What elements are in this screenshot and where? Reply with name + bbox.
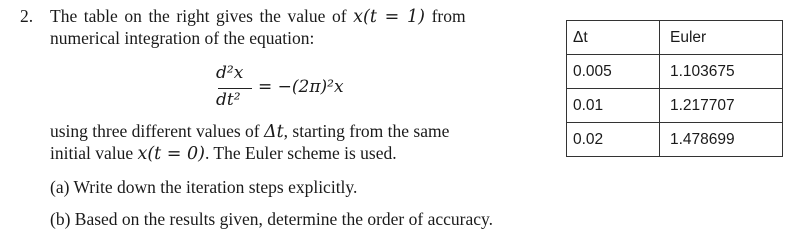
problem-line-2: numerical integration of the equation: bbox=[50, 28, 315, 48]
problem-number: 2. bbox=[20, 6, 34, 26]
problem-line-1 bbox=[50, 6, 466, 27]
table-row bbox=[567, 123, 783, 157]
header-euler: Euler bbox=[660, 21, 783, 55]
part-b: (b) Based on the results given, determine the order of accuracy. bbox=[50, 209, 493, 229]
cell-dt: 0.01 bbox=[567, 89, 660, 123]
results-table bbox=[566, 20, 783, 157]
equation-numerator: d²x bbox=[216, 63, 244, 83]
cell-euler: 1.217707 bbox=[660, 89, 783, 123]
line1-end: from bbox=[431, 6, 466, 26]
line3-text-a: using three different values of bbox=[50, 121, 260, 141]
line1-math: x(t = 1) bbox=[353, 7, 426, 27]
cell-euler: 1.103675 bbox=[660, 55, 783, 89]
table-row bbox=[567, 89, 783, 123]
line4-math: x(t = 0) bbox=[137, 144, 205, 164]
fraction-bar bbox=[218, 88, 252, 89]
problem-line-4 bbox=[50, 143, 397, 164]
line3-math: Δt bbox=[263, 122, 284, 142]
table-row bbox=[567, 55, 783, 89]
line4-text-b: . The Euler scheme is used. bbox=[204, 143, 397, 163]
part-a: (a) Write down the iteration steps explicitly. bbox=[50, 177, 358, 197]
problem-line-3 bbox=[50, 121, 449, 142]
header-dt: Δt bbox=[567, 21, 660, 55]
cell-dt: 0.005 bbox=[567, 55, 660, 89]
line4-text-a: initial value bbox=[50, 143, 134, 163]
table-header-row bbox=[567, 21, 783, 55]
line1-text: The table on the right gives the value of bbox=[50, 6, 347, 26]
cell-euler: 1.478699 bbox=[660, 123, 783, 157]
equation-rhs: = −(2π)²x bbox=[258, 77, 344, 97]
equation-denominator: dt² bbox=[216, 90, 241, 110]
equation bbox=[210, 63, 344, 113]
line3-text-b: , starting from the same bbox=[283, 121, 450, 141]
cell-dt: 0.02 bbox=[567, 123, 660, 157]
